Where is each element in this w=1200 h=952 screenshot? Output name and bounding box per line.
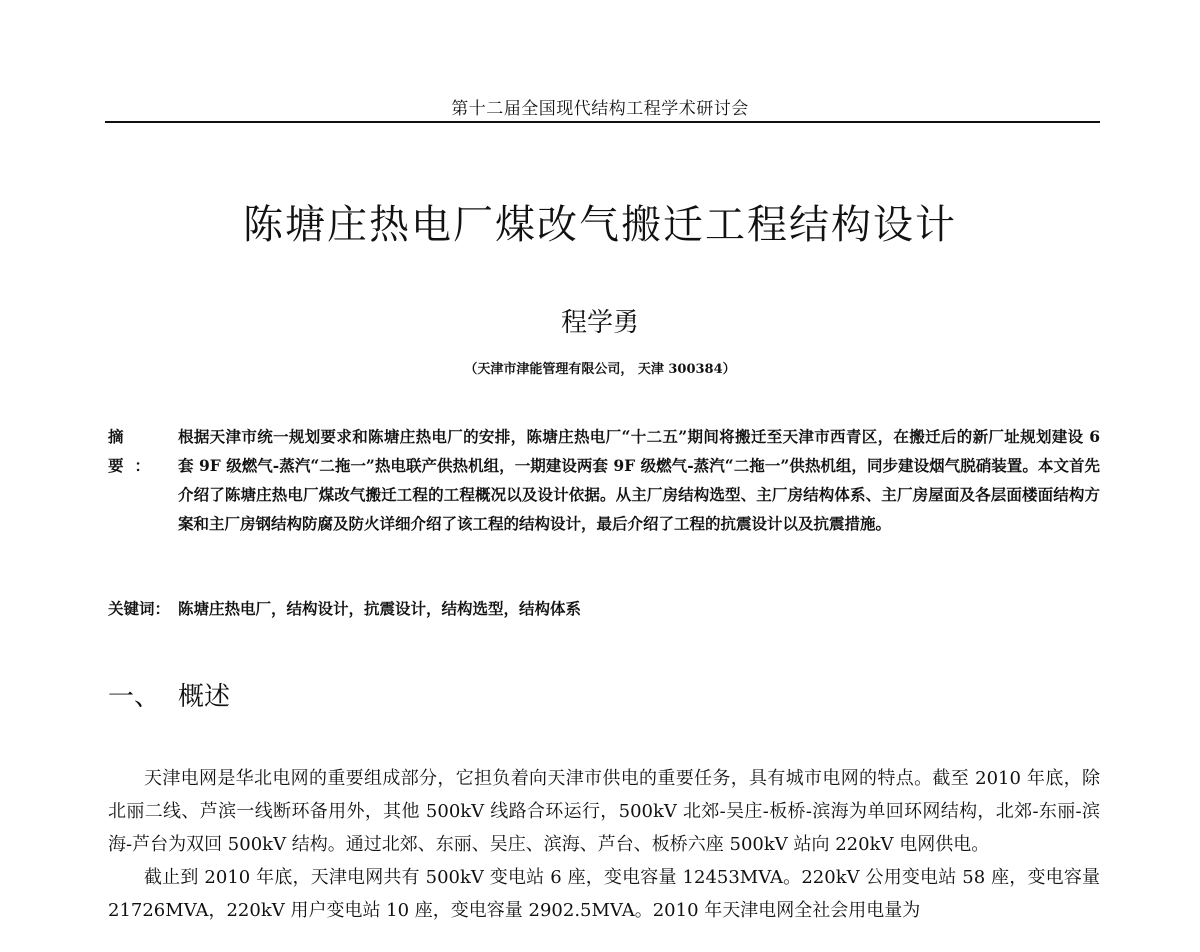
section-heading [108,676,230,713]
keywords-label: 关键词： [108,599,171,618]
section-title: 概述 [178,682,231,712]
abstract-block [108,422,1100,538]
keywords-text: 陈塘庄热电厂，结构设计，抗震设计，结构选型，结构体系 [178,599,582,618]
section-number: 一、 [108,682,161,712]
paper-title: 陈塘庄热电厂煤改气搬迁工程结构设计 [243,202,957,248]
section-body [108,762,1100,927]
author-name: 程学勇 [560,308,639,338]
header-divider [105,121,1100,123]
keywords-block [108,596,1100,622]
author-affiliation: （天津市津能管理有限公司， 天津 300384） [464,362,736,377]
abstract-text: 根据天津市统一规划要求和陈塘庄热电厂的安排，陈塘庄热电厂“十二五”期间将搬迁至天津市西青区，在搬迁后的新厂址规划建设 6 套 9F 级燃气-蒸汽“二拖一”热电联产供热机组，一期建设两套 9F 级燃气-蒸汽“二拖一”供热机组，同步建设烟气脱硝装置。本文首先介绍了陈塘庄热电厂煤改气搬迁工程的工程概况以及设计依据。从主厂房结构选型、主厂房结构体系、主厂房屋面及各层面楼面结构方案和主厂房钢结构防腐及防火详细介绍了该工程的结构设计，最后介绍了工程的抗震设计以及抗震措施。 [178,427,1100,533]
running-head: 第十二届全国现代结构工程学术研讨会 [451,99,749,119]
body-paragraph: 截止到 2010 年底，天津电网共有 500kV 变电站 6 座，变电容量 12453MVA。220kV 公用变电站 58 座，变电容量 21726MVA，220kV 用户变电站 10 座，变电容量 2902.5MVA。2010 年天津电网全社会用电量为 [108,867,1100,921]
abstract-label: 摘 要： [108,427,162,475]
body-paragraph: 天津电网是华北电网的重要组成部分，它担负着向天津市供电的重要任务，具有城市电网的特点。截至 2010 年底，除北丽二线、芦滨一线断环备用外，其他 500kV 线路合环运行，500kV 北郊-吴庄-板桥-滨海为单回环网结构，北郊-东丽-滨海-芦台为双回 500kV 结构。通过北郊、东丽、吴庄、滨海、芦台、板桥六座 500kV 站向 220kV 电网供电。 [108,768,1100,855]
